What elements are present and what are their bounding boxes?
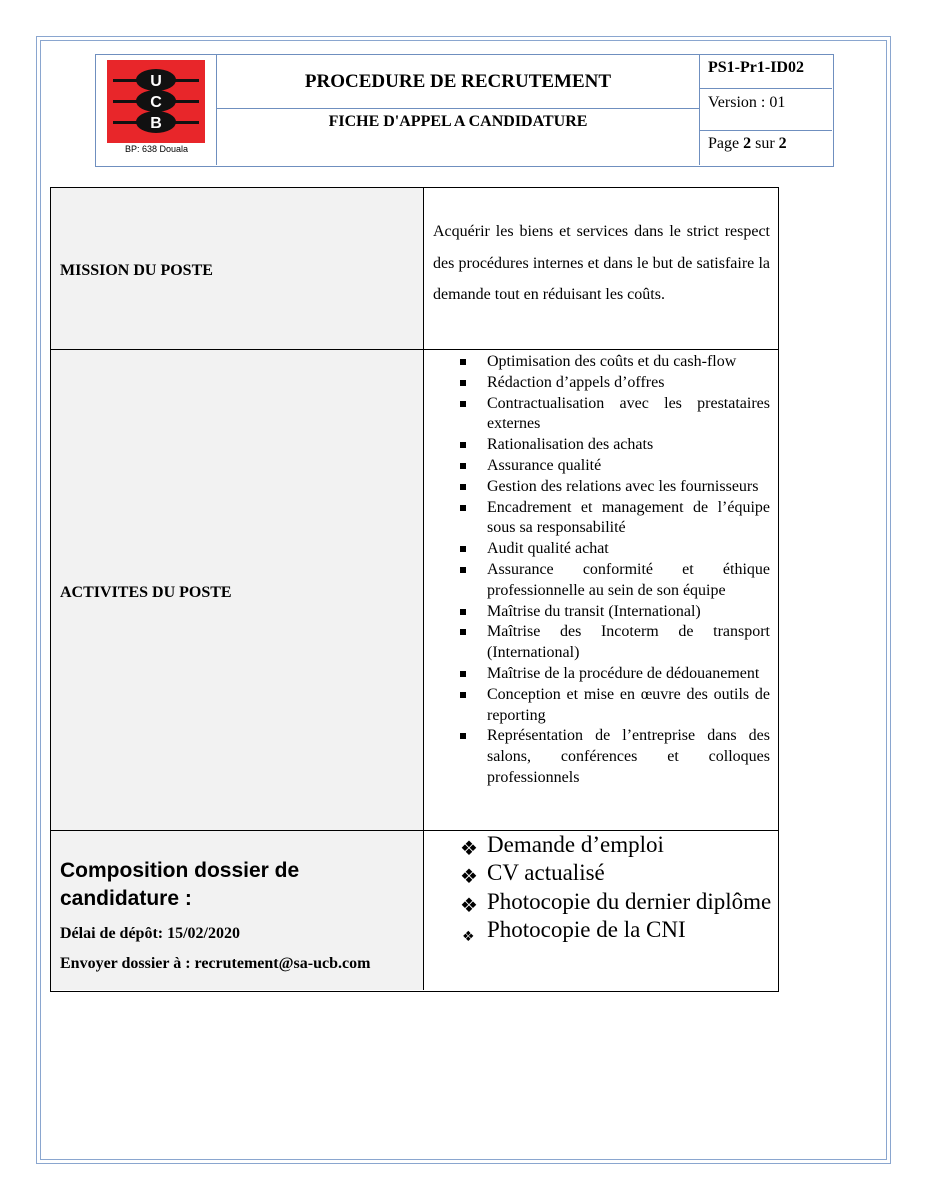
activity-text: Optimisation des coûts et du cash-flow [487, 353, 737, 370]
square-bullet-icon [460, 505, 466, 511]
activities-row [51, 349, 778, 830]
activity-text: Rédaction d’appels d’offres [487, 373, 665, 391]
activity-item [424, 373, 778, 394]
mission-content-cell [424, 188, 778, 349]
activity-item [424, 498, 778, 540]
page-prefix: Page [708, 135, 744, 152]
square-bullet-icon [460, 733, 466, 739]
activity-text: Conception et mise en œuvre des outils de reporting [487, 685, 770, 724]
document-code: PS1-Pr1-ID02 [700, 55, 832, 89]
square-bullet-icon [460, 609, 466, 615]
activity-item [424, 560, 778, 602]
activity-item [424, 394, 778, 436]
document-item [424, 831, 778, 859]
square-bullet-icon [460, 380, 466, 386]
activity-text: Audit qualité achat [487, 540, 609, 558]
job-posting-table [50, 187, 779, 992]
activity-text: Maîtrise de la procédure de dédouanement [487, 664, 760, 682]
documents-list [424, 831, 778, 944]
activities-label: ACTIVITES DU POSTE [60, 584, 232, 601]
logo-letter-b: B [150, 115, 162, 132]
application-email: Envoyer dossier à : recrutement@sa-ucb.com [60, 955, 371, 972]
activity-item [424, 622, 778, 664]
square-bullet-icon [460, 567, 466, 573]
activity-text: Rationalisation des achats [487, 436, 654, 454]
document-item [424, 916, 778, 944]
activity-text: Maîtrise du transit (International) [487, 602, 701, 620]
square-bullet-icon [460, 401, 466, 407]
document-text: Demande d’emploi [487, 832, 664, 857]
composition-content-cell [424, 831, 778, 990]
square-bullet-icon [460, 442, 466, 448]
diamond-bullet-icon: ❖ [462, 928, 475, 945]
document-subtitle: FICHE D'APPEL A CANDIDATURE [328, 113, 588, 130]
square-bullet-icon [460, 629, 466, 635]
logo-letter-u: U [150, 73, 162, 90]
activity-text: Assurance qualité [487, 456, 602, 474]
page-middle: sur [751, 135, 779, 152]
square-bullet-icon [460, 546, 466, 552]
document-item [424, 859, 778, 887]
page-number [700, 131, 832, 165]
activity-item [424, 435, 778, 456]
logo-cell [96, 55, 217, 165]
activity-item [424, 456, 778, 477]
activities-label-cell [51, 350, 424, 830]
document-text: CV actualisé [487, 860, 605, 886]
document-text: Photocopie du dernier diplôme [487, 888, 772, 914]
activity-item [424, 352, 778, 373]
square-bullet-icon [460, 484, 466, 490]
mission-row [51, 188, 778, 349]
composition-title: Composition dossier de candidature : [60, 859, 300, 910]
diamond-bullet-icon: ❖ [460, 892, 478, 917]
activity-text: Maîtrise des Incoterm de transport (International) [487, 623, 770, 662]
mission-label: MISSION DU POSTE [60, 262, 213, 279]
activity-item [424, 602, 778, 623]
square-bullet-icon [460, 692, 466, 698]
activity-text: Assurance conformité et éthique professionnelle au sein de son équipe [487, 560, 770, 599]
activity-text: Contractualisation avec les prestataires externes [487, 394, 770, 433]
activity-item [424, 477, 778, 498]
document-item [424, 888, 778, 916]
document-meta [699, 55, 832, 165]
document-version: Version : 01 [700, 89, 832, 131]
ucb-logo [107, 60, 205, 143]
activity-text: Encadrement et management de l’équipe sous sa responsabilité [487, 498, 770, 537]
diamond-bullet-icon: ❖ [460, 836, 478, 860]
mission-text: Acquérir les biens et services dans le strict respect des procédures internes et dans le but de satisfaire la demande tout en réduisant les coûts. [433, 223, 770, 303]
page-current: 2 [743, 135, 752, 152]
activity-item [424, 539, 778, 560]
activities-list [424, 352, 778, 789]
mission-label-cell [51, 188, 424, 349]
composition-row [51, 830, 778, 990]
document-header [95, 54, 834, 167]
logo-letter-c: C [150, 94, 162, 111]
document-text: Photocopie de la CNI [487, 916, 686, 942]
square-bullet-icon [460, 359, 466, 365]
logo-caption: BP: 638 Douala [124, 144, 189, 154]
activity-item [424, 726, 778, 788]
application-deadline: Délai de dépôt: 15/02/2020 [60, 925, 240, 942]
activity-item [424, 664, 778, 685]
document-title: PROCEDURE DE RECRUTEMENT [217, 55, 699, 109]
activities-content-cell [424, 350, 778, 830]
composition-label-cell [51, 831, 424, 990]
activity-text: Représentation de l’entreprise dans des salons, conférences et colloques professionnels [487, 727, 770, 786]
activity-item [424, 685, 778, 727]
square-bullet-icon [460, 671, 466, 677]
activity-text: Gestion des relations avec les fournisseurs [487, 477, 759, 495]
page-total: 2 [778, 135, 787, 152]
diamond-bullet-icon: ❖ [460, 864, 478, 889]
square-bullet-icon [460, 463, 466, 469]
